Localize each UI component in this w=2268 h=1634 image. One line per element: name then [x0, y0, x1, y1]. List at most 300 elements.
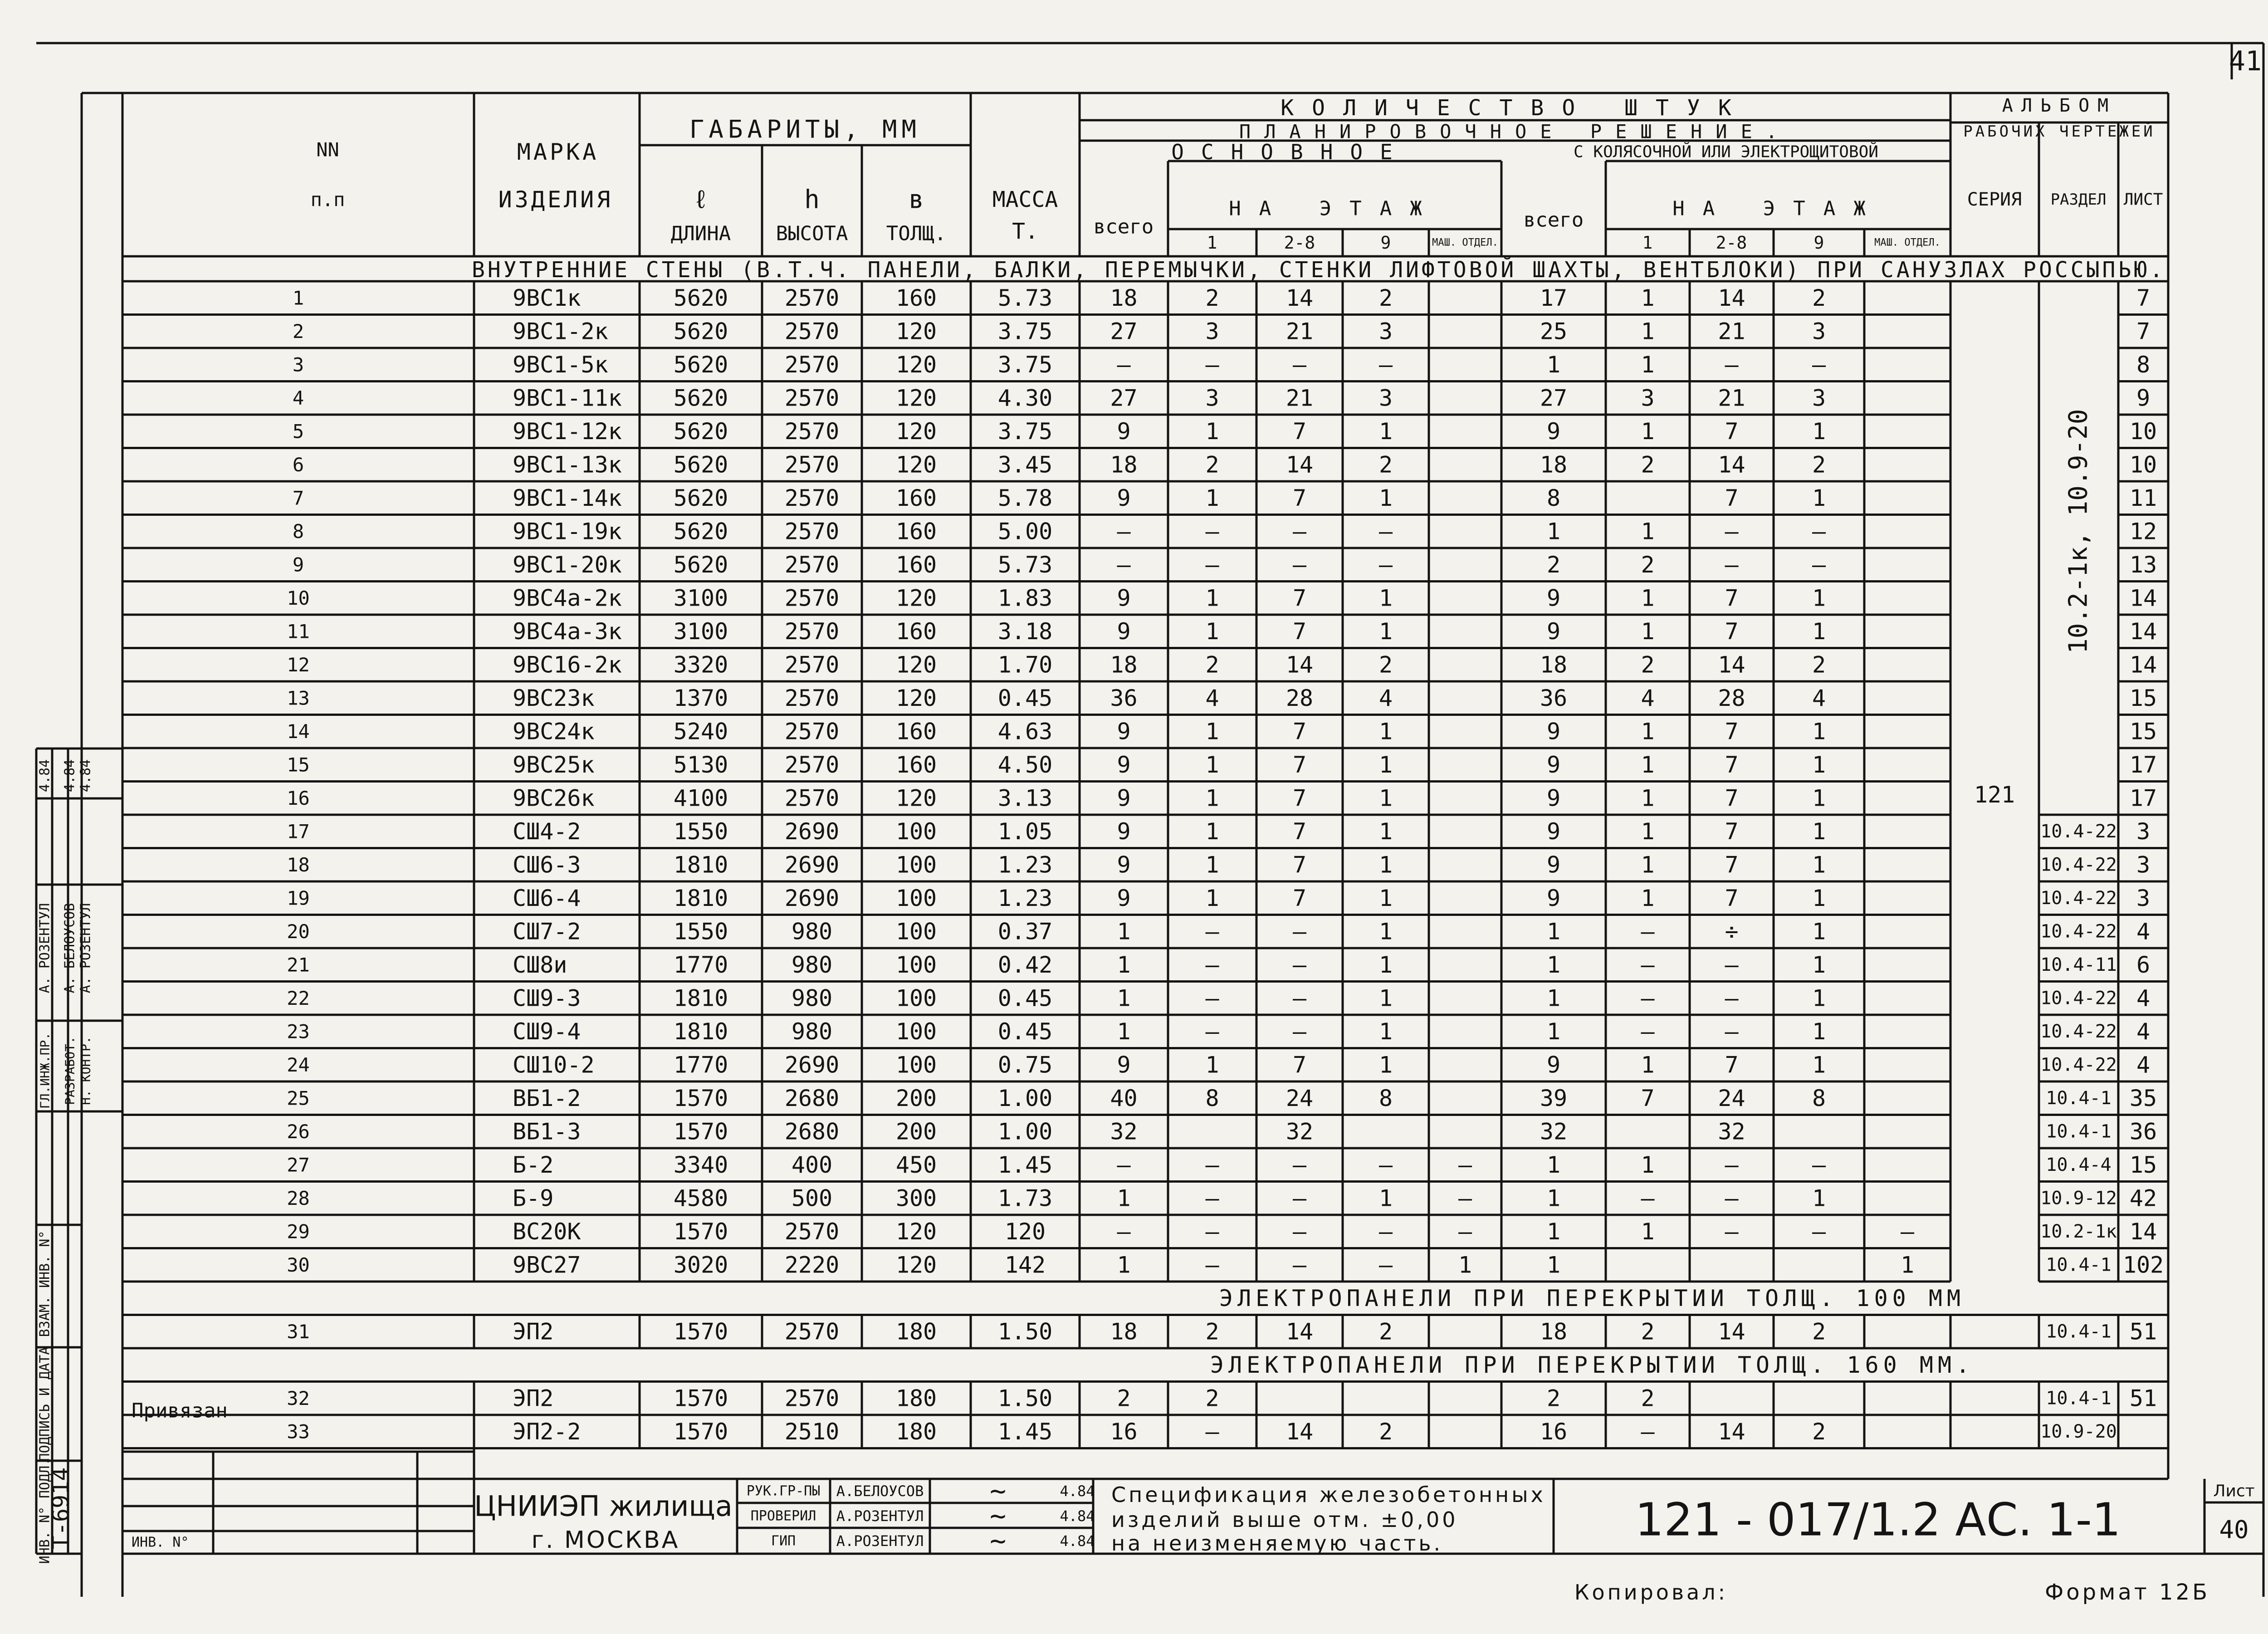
cell-kt: 18 — [1540, 1318, 1568, 1345]
cell-b9: 1 — [1378, 851, 1393, 878]
cell-b1: — — [1205, 951, 1219, 978]
cell-bt: 18 — [1110, 451, 1138, 478]
cell-b28: 14 — [1286, 1418, 1314, 1445]
cell-bm: — — [1458, 1151, 1472, 1178]
cell-kt: 1 — [1546, 951, 1561, 978]
cell-k28: 21 — [1718, 385, 1745, 411]
cell-b1: 1 — [1205, 484, 1219, 511]
cell-k28: – — [1725, 1218, 1739, 1245]
cell-mark: Б-2 — [513, 1151, 554, 1178]
header-planning: ПЛАНИРОВОЧНОЕ РЕШЕНИЕ. — [1239, 120, 1791, 143]
cell-kt: 32 — [1540, 1118, 1568, 1145]
cell-l: 5240 — [673, 718, 728, 745]
cell-k1: 1 — [1641, 818, 1655, 845]
cell-b1: 1 — [1205, 618, 1219, 645]
stamp-role: ГИП — [771, 1533, 796, 1549]
cell-b9: 1 — [1378, 985, 1393, 1012]
cell-m: 1.00 — [997, 1085, 1053, 1111]
cell-b1: — — [1205, 518, 1219, 545]
cell-bt: 18 — [1110, 1318, 1138, 1345]
header-album-2: РАБОЧИХ ЧЕРТЕЖЕЙ — [1963, 122, 2156, 141]
cell-sh: 15 — [2129, 718, 2157, 745]
cell-bt: 9 — [1117, 818, 1131, 845]
side-date: 4.84 — [78, 759, 94, 793]
cell-b28: 28 — [1286, 685, 1314, 711]
cell-bt: 9 — [1117, 484, 1131, 511]
cell-k1: 1 — [1641, 1052, 1655, 1078]
cell-m: 0.45 — [997, 985, 1053, 1012]
cell-kt: 25 — [1540, 318, 1568, 345]
cell-m: 0.45 — [997, 1018, 1053, 1045]
cell-k1: 1 — [1641, 851, 1655, 878]
cell-sh: 3 — [2136, 818, 2151, 845]
cell-b: 100 — [895, 1052, 937, 1078]
cell-sh: 14 — [2129, 585, 2157, 612]
cell-b9: — — [1378, 1252, 1393, 1278]
cell-kt: 27 — [1540, 385, 1568, 411]
stamp-role: РУК.ГР-ПЫ — [746, 1483, 821, 1499]
cell-h: 2680 — [784, 1085, 840, 1111]
cell-mark: 9ВС1-14к — [513, 484, 622, 511]
header-per-floor-pram: НА ЭТАЖ — [1672, 197, 1884, 220]
cell-sh: 17 — [2129, 785, 2157, 812]
cell-kt: 2 — [1546, 551, 1561, 578]
cell-k1: 1 — [1641, 718, 1655, 745]
cell-l: 1550 — [673, 818, 728, 845]
side-inv-podl: ИНВ. N° ПОДЛ. — [37, 1457, 53, 1564]
copied-label: Копировал: — [1574, 1580, 1728, 1605]
cell-b1: — — [1205, 351, 1219, 378]
header-thickness-symbol: в — [909, 185, 924, 215]
cell-b9: — — [1378, 1151, 1393, 1178]
cell-b: 200 — [895, 1118, 937, 1145]
cell-mark: 9ВС1-20к — [513, 551, 622, 578]
header-mark-2: ИЗДЕЛИЯ — [498, 186, 613, 213]
cell-l: 1570 — [673, 1385, 728, 1412]
cell-h: 2690 — [784, 851, 840, 878]
cell-b9: — — [1378, 1218, 1393, 1245]
cell-k1: 1 — [1641, 618, 1655, 645]
cell-sh: 51 — [2129, 1318, 2157, 1345]
cell-kt: 1 — [1546, 985, 1561, 1012]
cell-b9: 3 — [1378, 385, 1393, 411]
cell-b: 180 — [895, 1418, 937, 1445]
cell-mark: 9ВС1-2к — [513, 318, 608, 345]
cell-l: 1570 — [673, 1218, 728, 1245]
cell-kt: 16 — [1540, 1418, 1568, 1445]
cell-nn: 1 — [292, 287, 304, 309]
cell-k9: 2 — [1812, 1418, 1826, 1445]
cell-m: 1.05 — [997, 818, 1053, 845]
cell-h: 2570 — [784, 651, 840, 678]
cell-nn: 22 — [287, 987, 310, 1009]
cell-k1: 2 — [1641, 451, 1655, 478]
cell-sh: 10 — [2129, 418, 2157, 445]
cell-b28: 7 — [1292, 1052, 1307, 1078]
cell-nn: 3 — [292, 353, 304, 376]
cell-kt: 9 — [1546, 818, 1561, 845]
cell-l: 3020 — [673, 1252, 728, 1278]
cell-mark: 9ВС4а-2к — [513, 585, 622, 612]
sheet-label: Лист — [2213, 1482, 2255, 1501]
side-stamp — [37, 759, 94, 1564]
header-floor-1: 1 — [1207, 233, 1217, 253]
cell-h: 2570 — [784, 585, 840, 612]
cell-h: 2570 — [784, 351, 840, 378]
cell-k1: 1 — [1641, 785, 1655, 812]
side-date: 4.84 — [62, 759, 78, 793]
cell-k9: 2 — [1812, 651, 1826, 678]
cell-b: 120 — [895, 785, 937, 812]
cell-bt: — — [1117, 551, 1131, 578]
cell-sh: 4 — [2136, 985, 2151, 1012]
cell-m: 4.30 — [997, 385, 1053, 411]
cell-l: 1770 — [673, 951, 728, 978]
cell-mark: 9ВС16-2к — [513, 651, 622, 678]
cell-b28: 7 — [1292, 751, 1307, 778]
cell-h: 2570 — [784, 1318, 840, 1345]
cell-k9: — — [1812, 551, 1826, 578]
cell-nn: 17 — [287, 820, 310, 843]
cell-k28: 7 — [1725, 785, 1739, 812]
cell-b: 100 — [895, 851, 937, 878]
cell-h: 400 — [791, 1151, 833, 1178]
cell-h: 2570 — [784, 751, 840, 778]
cell-l: 1810 — [673, 1018, 728, 1045]
cell-b9: 1 — [1378, 484, 1393, 511]
cell-nn: 23 — [287, 1020, 310, 1043]
merged-section-value: 10.2-1к, 10.9-20 — [2063, 409, 2093, 654]
cell-m: 3.75 — [997, 318, 1053, 345]
cell-h: 500 — [791, 1185, 833, 1212]
cell-b: 160 — [895, 284, 937, 311]
cell-kt: 18 — [1540, 451, 1568, 478]
cell-k9: 1 — [1812, 585, 1826, 612]
cell-kt: 36 — [1540, 685, 1568, 711]
cell-sh: 36 — [2129, 1118, 2157, 1145]
cell-k1: 2 — [1641, 551, 1655, 578]
cell-b1: — — [1205, 1185, 1219, 1212]
cell-bt: – — [1117, 1218, 1131, 1245]
cell-k28: — — [1725, 985, 1739, 1012]
cell-k9: — — [1812, 1218, 1826, 1245]
cell-k1: 1 — [1641, 751, 1655, 778]
cell-mark: ВС20К — [513, 1218, 581, 1245]
cell-k1: – — [1641, 1185, 1655, 1212]
cell-sh: 102 — [2122, 1252, 2164, 1278]
cell-sh: 10 — [2129, 451, 2157, 478]
cell-l: 1570 — [673, 1318, 728, 1345]
cell-b1: 1 — [1205, 818, 1219, 845]
cell-b28: — — [1292, 1018, 1307, 1045]
cell-nn: 21 — [287, 954, 310, 976]
signature-mark: ~ — [989, 1475, 1007, 1507]
cell-k28: 14 — [1718, 451, 1745, 478]
cell-sec: 10.4-1 — [2046, 1254, 2112, 1276]
cell-nn: 9 — [292, 553, 304, 576]
cell-k9: 1 — [1812, 484, 1826, 511]
cell-b28: 14 — [1286, 451, 1314, 478]
header-total-pram: всего — [1523, 208, 1584, 232]
cell-kt: 9 — [1546, 785, 1561, 812]
cell-b28: 7 — [1292, 418, 1307, 445]
cell-mark: 9ВС23к — [513, 685, 595, 711]
cell-k9: 1 — [1812, 1185, 1826, 1212]
cell-mark: ЭП2-2 — [513, 1418, 581, 1445]
header-quantity: КОЛИЧЕСТВО ШТУК — [1281, 95, 1750, 121]
cell-k28: 14 — [1718, 284, 1745, 311]
cell-h: 2570 — [784, 484, 840, 511]
header-length-symbol: ℓ — [693, 185, 709, 215]
cell-b28: — — [1292, 951, 1307, 978]
cell-sh: 8 — [2136, 351, 2151, 378]
cell-sh: 4 — [2136, 918, 2151, 945]
cell-k28: 7 — [1725, 751, 1739, 778]
cell-m: 0.75 — [997, 1052, 1053, 1078]
cell-b1: — — [1205, 1151, 1219, 1178]
stamp-role: ПРОВЕРИЛ — [750, 1508, 816, 1524]
stamp-name: А.РОЗЕНТУЛ — [836, 1507, 924, 1525]
cell-b1: 3 — [1205, 385, 1219, 411]
cell-nn: 26 — [287, 1120, 310, 1143]
stamp-name: А.БЕЛОУСОВ — [836, 1482, 924, 1500]
cell-b: 160 — [895, 484, 937, 511]
cell-h: 980 — [791, 918, 833, 945]
cell-b: 180 — [895, 1385, 937, 1412]
cell-m: 4.63 — [997, 718, 1053, 745]
cell-b28: — — [1292, 518, 1307, 545]
cell-k9: 2 — [1812, 1318, 1826, 1345]
cell-b9: — — [1378, 351, 1393, 378]
cell-b1: 1 — [1205, 885, 1219, 911]
cell-b28: — — [1292, 1218, 1307, 1245]
cell-b: 160 — [895, 551, 937, 578]
cell-k1: 2 — [1641, 1318, 1655, 1345]
cell-bt: 1 — [1117, 1185, 1131, 1212]
cell-k1: — — [1641, 985, 1655, 1012]
stamp-date: 4.84 — [1060, 1532, 1095, 1550]
cell-bt: 40 — [1110, 1085, 1138, 1111]
cell-mark: ВБ1-3 — [513, 1118, 581, 1145]
cell-bt: 32 — [1110, 1118, 1138, 1145]
cell-bt: 1 — [1117, 951, 1131, 978]
cell-b1: 1 — [1205, 851, 1219, 878]
header-basic: ОСНОВНОЕ — [1171, 140, 1410, 164]
header-mark-1: МАРКА — [517, 139, 599, 165]
cell-h: 2570 — [784, 685, 840, 711]
cell-k1: — — [1641, 1018, 1655, 1045]
cell-b9: 2 — [1378, 651, 1393, 678]
cell-sec: 10.9-12 — [2040, 1188, 2117, 1209]
cell-kt: 1 — [1546, 1151, 1561, 1178]
cell-b28: — — [1292, 918, 1307, 945]
cell-h: 2690 — [784, 1052, 840, 1078]
cell-b28: — — [1292, 1185, 1307, 1212]
cell-kt: 17 — [1540, 284, 1568, 311]
cell-k28: 14 — [1718, 1318, 1745, 1345]
cell-k1: 1 — [1641, 585, 1655, 612]
cell-b1: — — [1205, 985, 1219, 1012]
cell-k28: 7 — [1725, 851, 1739, 878]
cell-b28: 7 — [1292, 484, 1307, 511]
cell-k28: — — [1725, 1151, 1739, 1178]
cell-kt: 18 — [1540, 651, 1568, 678]
header-floor-2-8: 2-8 — [1284, 233, 1315, 253]
cell-k9: 1 — [1812, 885, 1826, 911]
cell-l: 5620 — [673, 518, 728, 545]
cell-kt: 9 — [1546, 751, 1561, 778]
corner-sheet-number: 41 — [2229, 45, 2262, 77]
cell-nn: 12 — [287, 653, 310, 676]
cell-sh: 3 — [2136, 885, 2151, 911]
header-album-1: АЛЬБОМ — [2002, 95, 2117, 116]
cell-sh: 11 — [2129, 484, 2157, 511]
cell-b9: 3 — [1378, 318, 1393, 345]
cell-k9: 8 — [1812, 1085, 1826, 1111]
cell-b: 120 — [895, 1218, 937, 1245]
cell-m: 5.73 — [997, 284, 1053, 311]
cell-k9: 1 — [1812, 1052, 1826, 1078]
cell-b: 200 — [895, 1085, 937, 1111]
doc-title-2: изделий выше отм. ±0,00 — [1111, 1507, 1458, 1532]
cell-b9: 1 — [1378, 818, 1393, 845]
cell-m: 0.45 — [997, 685, 1053, 711]
cell-kt: 39 — [1540, 1085, 1568, 1111]
cell-km: 1 — [1900, 1252, 1915, 1278]
cell-l: 5620 — [673, 451, 728, 478]
cell-k1: 2 — [1641, 651, 1655, 678]
cell-l: 1810 — [673, 885, 728, 911]
cell-nn: 13 — [287, 687, 310, 709]
cell-kt: 1 — [1546, 1218, 1561, 1245]
cell-b1: 2 — [1205, 1318, 1219, 1345]
cell-sh: 12 — [2129, 518, 2157, 545]
cell-l: 5620 — [673, 484, 728, 511]
cell-nn: 10 — [287, 587, 310, 609]
cell-mark: 9ВС4а-3к — [513, 618, 622, 645]
cell-b: 160 — [895, 718, 937, 745]
cell-mark: 9ВС24к — [513, 718, 595, 745]
cell-b9: 2 — [1378, 284, 1393, 311]
cell-k28: 7 — [1725, 585, 1739, 612]
cell-sec: 10.4-22 — [2040, 887, 2117, 909]
cell-k9: 1 — [1812, 718, 1826, 745]
cell-kt: 2 — [1546, 1385, 1561, 1412]
cell-sec: 10.4-22 — [2040, 1054, 2117, 1076]
org-name: ЦНИИЭП жилища — [474, 1489, 733, 1523]
cell-l: 3320 — [673, 651, 728, 678]
cell-b9: 8 — [1378, 1085, 1393, 1111]
cell-bt: 1 — [1117, 1018, 1131, 1045]
cell-k9: 1 — [1812, 1018, 1826, 1045]
header-height-symbol: h — [804, 185, 820, 215]
cell-sh: 14 — [2129, 1218, 2157, 1245]
cell-b28: — — [1292, 1151, 1307, 1178]
cell-bt: 9 — [1117, 851, 1131, 878]
cell-mark: ЭП2 — [513, 1318, 554, 1345]
cell-h: 980 — [791, 951, 833, 978]
stamp-date: 4.84 — [1060, 1482, 1095, 1500]
cell-b28: 14 — [1286, 1318, 1314, 1345]
cell-kt: 9 — [1546, 718, 1561, 745]
cell-sec: 10.4-22 — [2040, 988, 2117, 1009]
cell-b28: 7 — [1292, 618, 1307, 645]
series-value: 121 — [1974, 781, 2015, 808]
cell-b: 100 — [895, 951, 937, 978]
cell-mark: ВБ1-2 — [513, 1085, 581, 1111]
table-cells — [287, 95, 2165, 1445]
cell-m: 1.73 — [997, 1185, 1053, 1212]
cell-m: 1.00 — [997, 1118, 1053, 1145]
cell-b1: 1 — [1205, 718, 1219, 745]
header-floor-9: 9 — [1380, 233, 1391, 253]
inv-label: ИНВ. N° — [132, 1534, 189, 1551]
cell-bt: 2 — [1117, 1385, 1131, 1412]
doc-number: 121 - 017/1.2 АС. 1-1 — [1635, 1493, 2121, 1546]
cell-nn: 7 — [292, 487, 304, 509]
cell-k9: — — [1812, 351, 1826, 378]
cell-kt: 9 — [1546, 851, 1561, 878]
cell-l: 1550 — [673, 918, 728, 945]
cell-k28: 24 — [1718, 1085, 1745, 1111]
cell-k9: 2 — [1812, 451, 1826, 478]
cell-l: 5620 — [673, 385, 728, 411]
section-title-electro-100: ЭЛЕКТРОПАНЕЛИ ПРИ ПЕРЕКРЫТИИ ТОЛЩ. 100 ММ — [1219, 1285, 1965, 1311]
side-inv-code: Т-6914 — [48, 1467, 74, 1550]
stamp-date: 4.84 — [1060, 1507, 1095, 1525]
cell-b1: 2 — [1205, 651, 1219, 678]
cell-h: 2680 — [784, 1118, 840, 1145]
header-pram: С КОЛЯСОЧНОЙ ИЛИ ЭЛЕКТРОЩИТОВОЙ — [1574, 142, 1878, 161]
cell-k1: – — [1641, 918, 1655, 945]
cell-m: 1.45 — [997, 1418, 1053, 1445]
cell-sec: 10.4-1 — [2046, 1388, 2112, 1409]
cell-k9: 1 — [1812, 751, 1826, 778]
sheet-value: 40 — [2219, 1515, 2249, 1544]
header-total-basic: всего — [1093, 215, 1154, 239]
cell-bt: 36 — [1110, 685, 1138, 711]
cell-l: 5620 — [673, 551, 728, 578]
cell-m: 1.23 — [997, 885, 1053, 911]
stamp-name: А.РОЗЕНТУЛ — [836, 1532, 924, 1550]
cell-b1: 1 — [1205, 1052, 1219, 1078]
cell-sh: 15 — [2129, 685, 2157, 711]
cell-mark: СШ8и — [513, 951, 567, 978]
cell-b: 160 — [895, 518, 937, 545]
cell-b9: 1 — [1378, 785, 1393, 812]
cell-l: 4100 — [673, 785, 728, 812]
cell-b: 120 — [895, 385, 937, 411]
cell-m: 5.00 — [997, 518, 1053, 545]
cell-kt: 1 — [1546, 351, 1561, 378]
cell-b9: 1 — [1378, 751, 1393, 778]
section-title-electro-160: ЭЛЕКТРОПАНЕЛИ ПРИ ПЕРЕКРЫТИИ ТОЛЩ. 160 ММ. — [1210, 1351, 1975, 1378]
cell-k9: 1 — [1812, 785, 1826, 812]
cell-nn: 6 — [292, 453, 304, 476]
cell-k9: 2 — [1812, 284, 1826, 311]
cell-h: 2570 — [784, 785, 840, 812]
cell-k28: 32 — [1718, 1118, 1745, 1145]
cell-b28: — — [1292, 985, 1307, 1012]
cell-k1: – — [1641, 1418, 1655, 1445]
cell-m: 1.45 — [997, 1151, 1053, 1178]
cell-b: 120 — [895, 1252, 937, 1278]
privyazan-label: Привязан — [132, 1399, 228, 1423]
cell-b1: — — [1205, 551, 1219, 578]
cell-k9: — — [1812, 1151, 1826, 1178]
cell-bt: 9 — [1117, 751, 1131, 778]
cell-nn: 16 — [287, 787, 310, 809]
